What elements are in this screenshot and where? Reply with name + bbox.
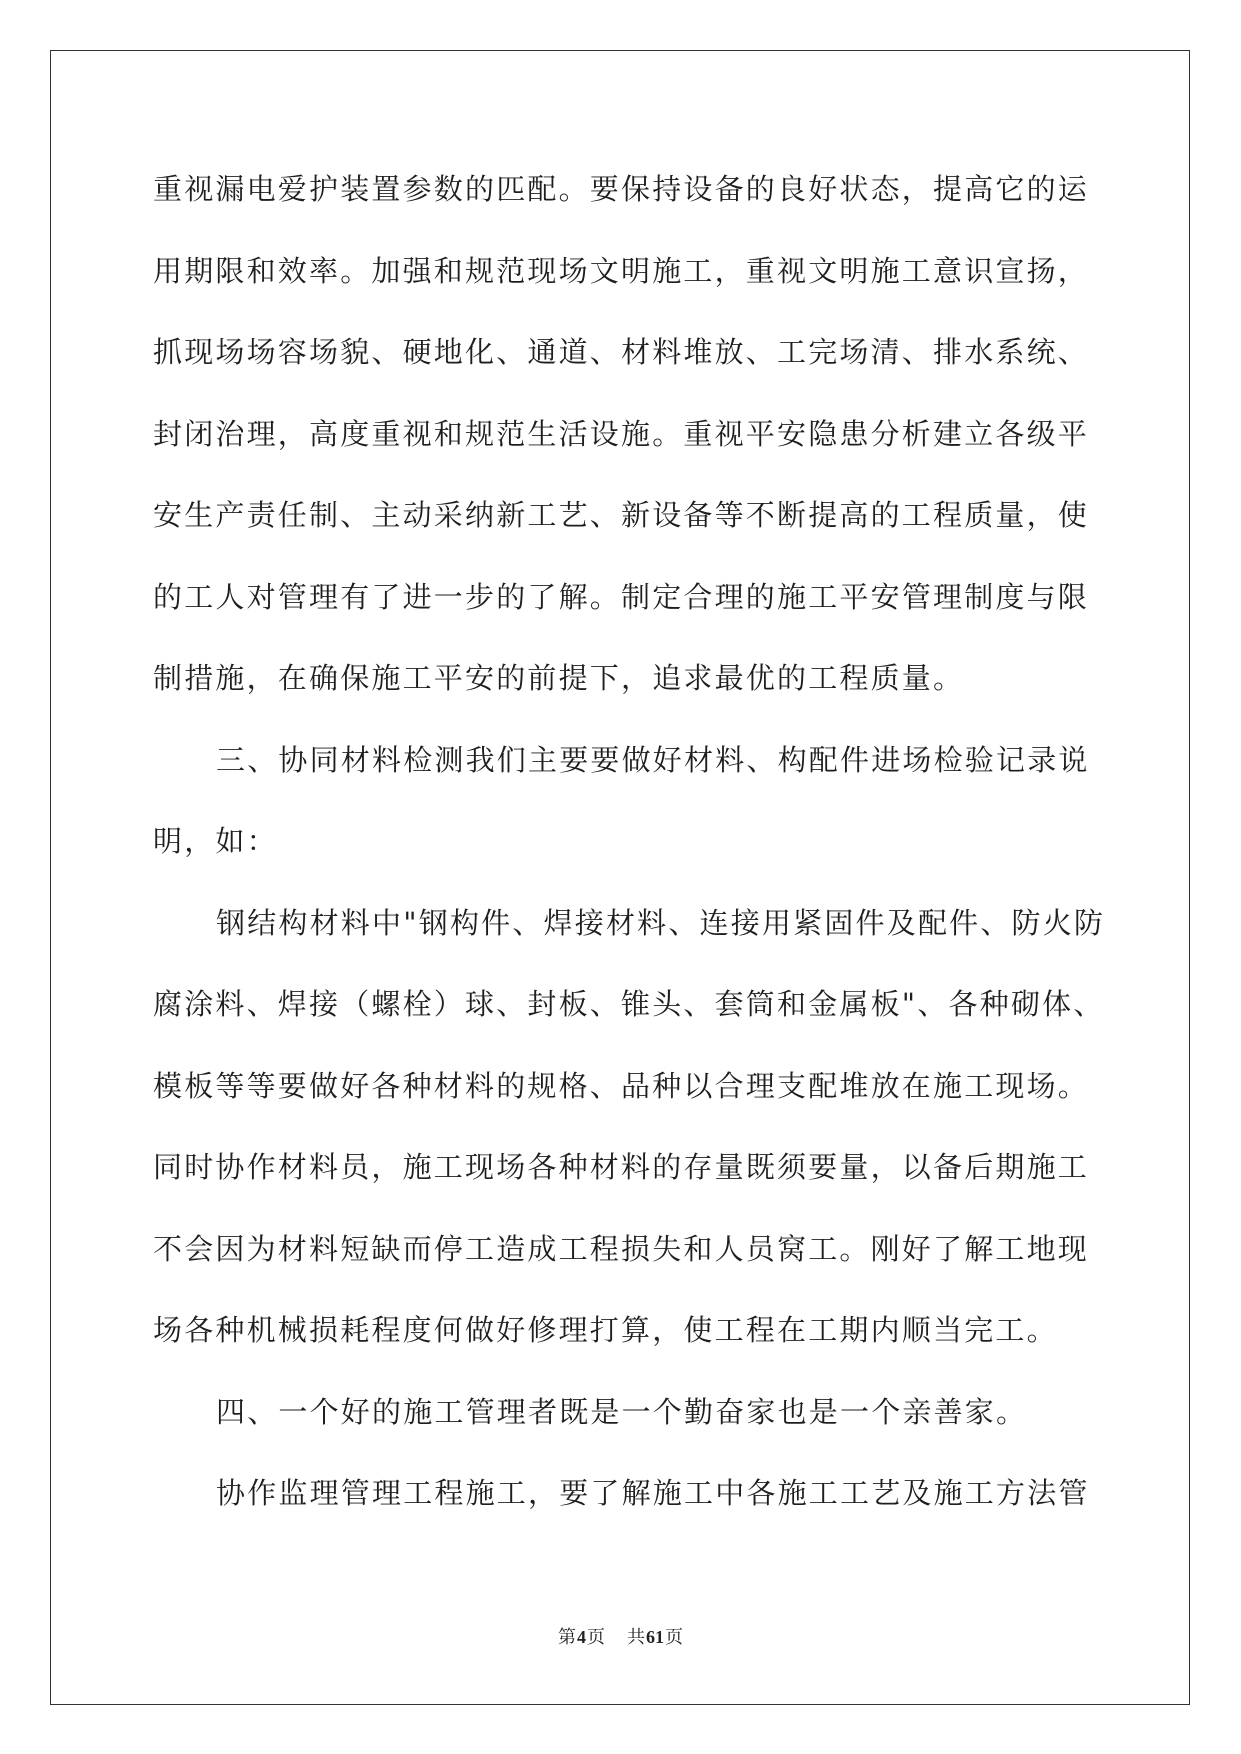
text-line: 制措施，在确保施工平安的前提下，追求最优的工程质量。 [153, 661, 965, 695]
text-line: 用期限和效率。加强和规范现场文明施工，重视文明施工意识宣扬， [153, 253, 1090, 288]
text-line: 同时协作材料员，施工现场各种材料的存量既须要量，以备后期施工 [153, 1150, 1090, 1184]
section-heading-three: 三、协同材料检测我们主要要做好材料、构配件进场检验记录说 [216, 742, 1090, 777]
total-suffix: 页 [665, 1627, 683, 1648]
text-line: 明，如： [153, 824, 278, 858]
text-line: 重视漏电爱护装置参数的匹配。要保持设备的良好状态，提高它的运 [153, 172, 1090, 206]
text-line: 安生产责任制、主动采纳新工艺、新设备等不断提高的工程质量，使 [153, 498, 1090, 532]
total-pages: 61 [646, 1627, 664, 1647]
page-footer [0, 1624, 1241, 1651]
paragraph-start: 钢结构材料中"钢构件、焊接材料、连接用紧固件及配件、防火防 [216, 905, 1106, 940]
paragraph-start: 协作监理管理工程施工，要了解施工中各施工工艺及施工方法管 [216, 1476, 1090, 1510]
text-line: 不会因为材料短缺而停工造成工程损失和人员窝工。刚好了解工地现 [153, 1231, 1090, 1266]
text-line: 场各种机械损耗程度何做好修理打算，使工程在工期内顺当完工。 [153, 1313, 1058, 1347]
text-line: 抓现场场容场貌、硬地化、通道、材料堆放、工完场清、排水系统、 [153, 335, 1090, 369]
text-line: 的工人对管理有了进一步的了解。制定合理的施工平安管理制度与限 [153, 579, 1090, 614]
total-prefix: 共 [627, 1627, 645, 1648]
text-line: 模板等等要做好各种材料的规格、品种以合理支配堆放在施工现场。 [153, 1068, 1090, 1103]
document-body [153, 149, 1153, 1535]
page-suffix: 页 [587, 1627, 605, 1648]
section-heading-four: 四、一个好的施工管理者既是一个勤奋家也是一个亲善家。 [216, 1394, 1028, 1429]
text-line: 封闭治理，高度重视和规范生活设施。重视平安隐患分析建立各级平 [153, 416, 1090, 451]
page-prefix: 第 [558, 1627, 576, 1648]
page-number: 4 [577, 1627, 586, 1647]
text-line: 腐涂料、焊接（螺栓）球、封板、锥头、套筒和金属板"、各种砌体、 [153, 987, 1105, 1021]
